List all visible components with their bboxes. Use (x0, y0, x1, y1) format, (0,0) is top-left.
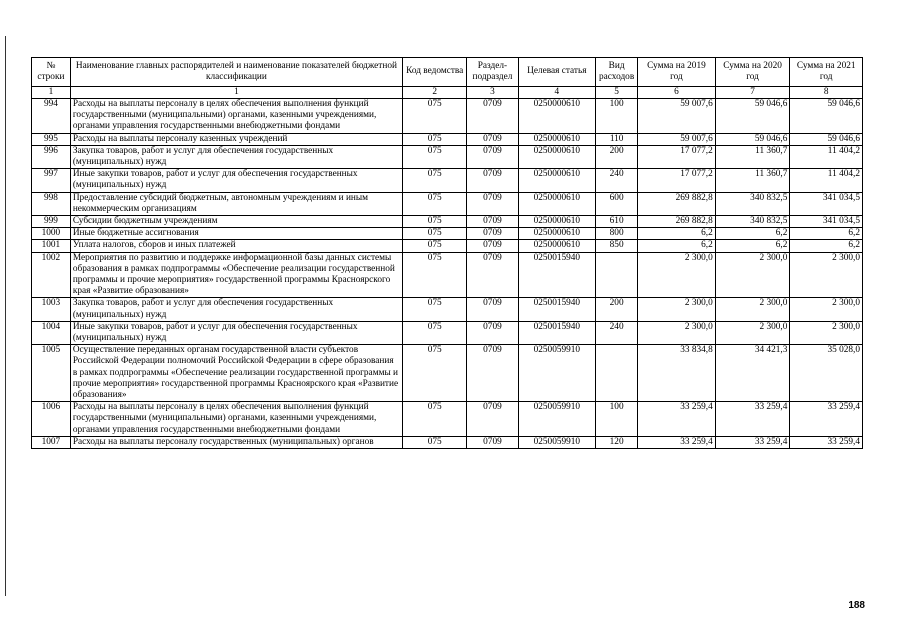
header-sum-2020: Сумма на 2020 год (715, 58, 790, 87)
row-name: Закупка товаров, работ и услуг для обеспечения государственных (муниципальных) нужд (70, 298, 402, 321)
row-name: Иные закупки товаров, работ и услуг для обеспечения государственных (муниципальных) нужд (70, 169, 402, 192)
row-number: 1005 (32, 345, 71, 402)
row-sum-2021: 341 034,5 (790, 192, 863, 215)
row-sum-2019: 33 834,8 (638, 345, 716, 402)
row-dept-code: 075 (403, 169, 467, 192)
row-expense-type: 100 (596, 99, 638, 134)
row-number: 1003 (32, 298, 71, 321)
page-number: 188 (848, 600, 865, 611)
row-expense-type: 100 (596, 402, 638, 437)
row-number: 999 (32, 216, 71, 228)
table-row (32, 436, 863, 448)
row-name: Субсидии бюджетным учреждениям (70, 216, 402, 228)
row-name: Расходы на выплаты персоналу государственных (муниципальных) органов (70, 436, 402, 448)
table-row (32, 321, 863, 344)
table-row (32, 240, 863, 252)
row-dept-code: 075 (403, 133, 467, 145)
table-row (32, 192, 863, 215)
row-target-item: 0250015940 (518, 252, 596, 298)
row-sum-2021: 341 034,5 (790, 216, 863, 228)
row-sum-2020: 59 046,6 (715, 133, 790, 145)
row-dept-code: 075 (403, 402, 467, 437)
header-sum-2021: Сумма на 2021 год (790, 58, 863, 87)
table-row (32, 402, 863, 437)
row-sum-2020: 33 259,4 (715, 402, 790, 437)
row-expense-type: 200 (596, 145, 638, 168)
row-number: 1007 (32, 436, 71, 448)
row-expense-type (596, 345, 638, 402)
column-number: 7 (715, 87, 790, 99)
row-name: Закупка товаров, работ и услуг для обеспечения государственных (муниципальных) нужд (70, 145, 402, 168)
row-sum-2021: 2 300,0 (790, 321, 863, 344)
row-sum-2019: 59 007,6 (638, 99, 716, 134)
header-sum-2019: Сумма на 2019 год (638, 58, 716, 87)
row-dept-code: 075 (403, 145, 467, 168)
row-number: 1000 (32, 228, 71, 240)
row-expense-type: 850 (596, 240, 638, 252)
header-row-no: № строки (32, 58, 71, 87)
row-expense-type: 120 (596, 436, 638, 448)
row-dept-code: 075 (403, 192, 467, 215)
row-section: 0709 (467, 228, 518, 240)
row-target-item: 0250059910 (518, 402, 596, 437)
row-name: Расходы на выплаты персоналу казенных учреждений (70, 133, 402, 145)
row-name: Предоставление субсидий бюджетным, автономным учреждениям и иным некоммерческим организациям (70, 192, 402, 215)
row-number: 1004 (32, 321, 71, 344)
row-sum-2019: 17 077,2 (638, 145, 716, 168)
column-number: 1 (70, 87, 402, 99)
row-target-item: 0250015940 (518, 321, 596, 344)
row-expense-type (596, 252, 638, 298)
column-number: 6 (638, 87, 716, 99)
table-row (32, 145, 863, 168)
row-sum-2020: 34 421,3 (715, 345, 790, 402)
row-section: 0709 (467, 321, 518, 344)
row-sum-2021: 59 046,6 (790, 133, 863, 145)
row-sum-2019: 33 259,4 (638, 436, 716, 448)
row-sum-2021: 35 028,0 (790, 345, 863, 402)
header-section: Раздел-подраздел (467, 58, 518, 87)
table-row (32, 298, 863, 321)
table-row (32, 216, 863, 228)
column-number: 2 (403, 87, 467, 99)
row-expense-type: 240 (596, 321, 638, 344)
table-row (32, 228, 863, 240)
row-sum-2020: 2 300,0 (715, 252, 790, 298)
row-target-item: 0250000610 (518, 192, 596, 215)
row-sum-2019: 6,2 (638, 240, 716, 252)
row-dept-code: 075 (403, 216, 467, 228)
row-target-item: 0250000610 (518, 145, 596, 168)
row-number: 995 (32, 133, 71, 145)
row-dept-code: 075 (403, 436, 467, 448)
row-dept-code: 075 (403, 252, 467, 298)
row-sum-2019: 269 882,8 (638, 216, 716, 228)
row-sum-2020: 59 046,6 (715, 99, 790, 134)
row-sum-2020: 340 832,5 (715, 192, 790, 215)
row-expense-type: 600 (596, 192, 638, 215)
row-target-item: 0250059910 (518, 345, 596, 402)
row-section: 0709 (467, 169, 518, 192)
row-number: 998 (32, 192, 71, 215)
table-row (32, 252, 863, 298)
row-expense-type: 240 (596, 169, 638, 192)
table-row (32, 133, 863, 145)
row-target-item: 0250000610 (518, 228, 596, 240)
row-target-item: 0250000610 (518, 169, 596, 192)
row-target-item: 0250000610 (518, 99, 596, 134)
row-sum-2019: 2 300,0 (638, 252, 716, 298)
row-sum-2020: 11 360,7 (715, 145, 790, 168)
row-name: Иные закупки товаров, работ и услуг для обеспечения государственных (муниципальных) нужд (70, 321, 402, 344)
column-number: 1 (32, 87, 71, 99)
row-target-item: 0250000610 (518, 216, 596, 228)
row-expense-type: 200 (596, 298, 638, 321)
row-sum-2020: 6,2 (715, 228, 790, 240)
header-row (32, 58, 863, 87)
row-section: 0709 (467, 99, 518, 134)
header-target-item: Целевая статья (518, 58, 596, 87)
row-sum-2020: 11 360,7 (715, 169, 790, 192)
column-number: 5 (596, 87, 638, 99)
row-number: 996 (32, 145, 71, 168)
row-expense-type: 110 (596, 133, 638, 145)
row-sum-2021: 33 259,4 (790, 436, 863, 448)
table-row (32, 345, 863, 402)
row-sum-2021: 11 404,2 (790, 145, 863, 168)
row-sum-2019: 269 882,8 (638, 192, 716, 215)
row-sum-2021: 6,2 (790, 240, 863, 252)
budget-table (31, 57, 863, 449)
row-sum-2019: 59 007,6 (638, 133, 716, 145)
column-number-row (32, 87, 863, 99)
row-dept-code: 075 (403, 345, 467, 402)
row-name: Расходы на выплаты персоналу в целях обеспечения выполнения функций государственными (муниципальными) органами, казенными учреждениями, органами управления государственными внебюджетными фондами (70, 99, 402, 134)
header-dept-code: Код ведомства (403, 58, 467, 87)
row-section: 0709 (467, 252, 518, 298)
row-name: Уплата налогов, сборов и иных платежей (70, 240, 402, 252)
row-target-item: 0250000610 (518, 240, 596, 252)
row-expense-type: 800 (596, 228, 638, 240)
row-section: 0709 (467, 298, 518, 321)
row-number: 1001 (32, 240, 71, 252)
row-sum-2021: 2 300,0 (790, 252, 863, 298)
row-sum-2019: 2 300,0 (638, 298, 716, 321)
row-target-item: 0250015940 (518, 298, 596, 321)
row-number: 1006 (32, 402, 71, 437)
row-sum-2021: 6,2 (790, 228, 863, 240)
header-expense-type: Вид расходов (596, 58, 638, 87)
row-section: 0709 (467, 192, 518, 215)
row-dept-code: 075 (403, 228, 467, 240)
row-section: 0709 (467, 216, 518, 228)
header-name: Наименование главных распорядителей и наименование показателей бюджетной классификации (70, 58, 402, 87)
row-sum-2020: 33 259,4 (715, 436, 790, 448)
row-dept-code: 075 (403, 240, 467, 252)
row-section: 0709 (467, 145, 518, 168)
table-row (32, 169, 863, 192)
row-number: 997 (32, 169, 71, 192)
row-dept-code: 075 (403, 321, 467, 344)
row-sum-2019: 17 077,2 (638, 169, 716, 192)
row-name: Иные бюджетные ассигнования (70, 228, 402, 240)
row-target-item: 0250000610 (518, 133, 596, 145)
row-dept-code: 075 (403, 298, 467, 321)
row-name: Расходы на выплаты персоналу в целях обеспечения выполнения функций государственными (муниципальными) органами, казенными учреждениями, органами управления государственными внебюджетными фондами (70, 402, 402, 437)
row-number: 1002 (32, 252, 71, 298)
left-margin-rule (5, 36, 6, 596)
row-sum-2021: 59 046,6 (790, 99, 863, 134)
row-section: 0709 (467, 402, 518, 437)
row-sum-2020: 2 300,0 (715, 298, 790, 321)
row-section: 0709 (467, 133, 518, 145)
row-section: 0709 (467, 345, 518, 402)
row-sum-2020: 6,2 (715, 240, 790, 252)
row-sum-2019: 33 259,4 (638, 402, 716, 437)
row-sum-2021: 11 404,2 (790, 169, 863, 192)
row-number: 994 (32, 99, 71, 134)
row-name: Осуществление переданных органам государственной власти субъектов Российской Федерации полномочий Российской Федерации в сфере образования в рамках подпрограммы «Обеспечение реализации государственной программы и прочие мероприятия» государственной программы Красноярского края «Развитие образования» (70, 345, 402, 402)
column-number: 3 (467, 87, 518, 99)
row-sum-2020: 2 300,0 (715, 321, 790, 344)
column-number: 4 (518, 87, 596, 99)
row-expense-type: 610 (596, 216, 638, 228)
row-sum-2021: 33 259,4 (790, 402, 863, 437)
row-sum-2019: 6,2 (638, 228, 716, 240)
table-row (32, 99, 863, 134)
row-dept-code: 075 (403, 99, 467, 134)
column-number: 8 (790, 87, 863, 99)
row-sum-2019: 2 300,0 (638, 321, 716, 344)
row-section: 0709 (467, 436, 518, 448)
row-sum-2020: 340 832,5 (715, 216, 790, 228)
row-name: Мероприятия по развитию и поддержке информационной базы данных системы образования в рамках подпрограммы «Обеспечение реализации государственной программы и прочие мероприятия» государственной программы Красноярского края «Развитие образования» (70, 252, 402, 298)
row-sum-2021: 2 300,0 (790, 298, 863, 321)
row-target-item: 0250059910 (518, 436, 596, 448)
row-section: 0709 (467, 240, 518, 252)
